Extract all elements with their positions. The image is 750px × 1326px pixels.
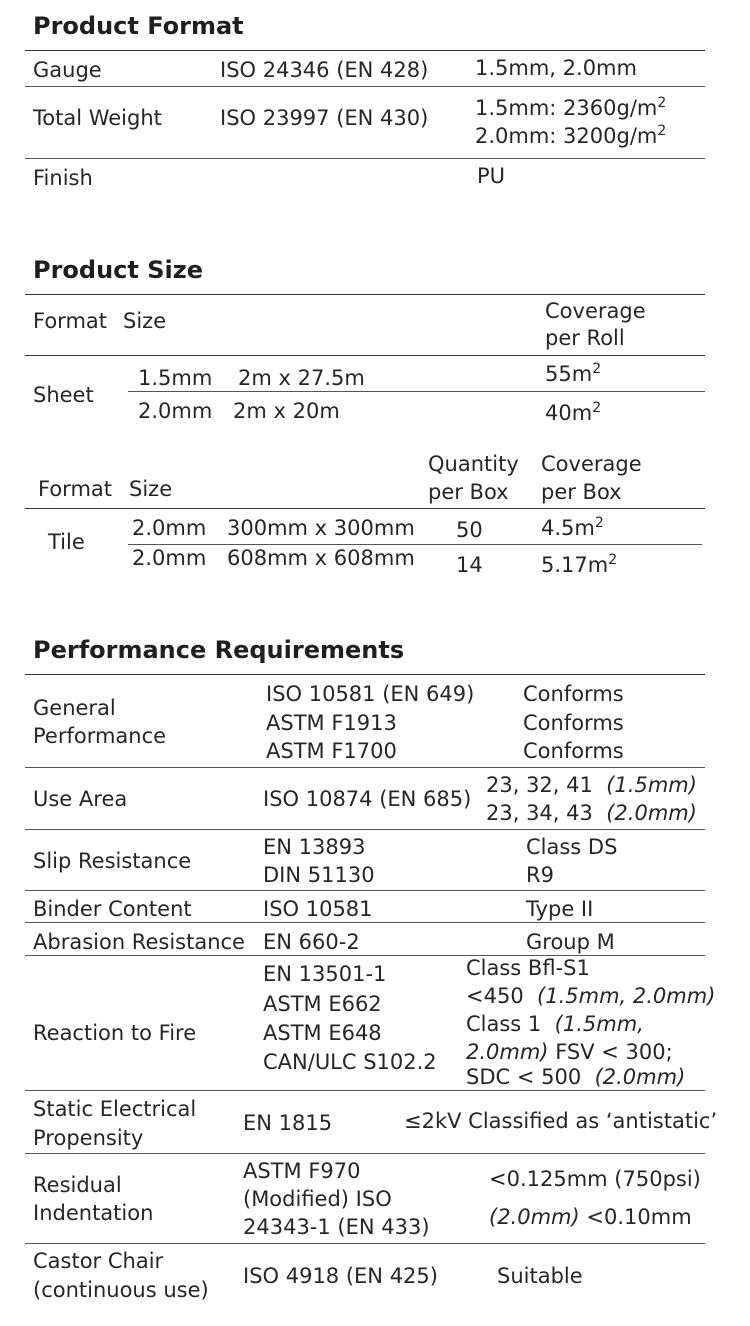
gauge-value: 1.5mm, 2.0mm — [475, 56, 637, 80]
tile-coverage-2: $5.17m^2$ — [541, 552, 618, 577]
finish-label: Finish — [33, 166, 93, 190]
divider — [25, 829, 705, 830]
tile-header-quantity-2: per Box — [428, 480, 509, 504]
divider — [25, 158, 705, 159]
use-area-result-1: 23, 32, 41 (1.5mm) — [486, 773, 697, 797]
castor-standard: ISO 4918 (EN 425) — [243, 1264, 438, 1288]
divider — [25, 1243, 705, 1244]
general-standard-2: ASTM F1913 — [266, 711, 397, 735]
divider — [128, 544, 702, 545]
fire-result-1: Class Bfl-S1 — [466, 956, 590, 980]
abrasion-result: Group M — [526, 930, 615, 954]
weight-standard: ISO 23997 (EN 430) — [220, 106, 429, 130]
static-label: Static Electrical — [33, 1097, 197, 1121]
divider — [25, 508, 705, 509]
fire-result-3: Class 1 (1.5mm, — [466, 1012, 644, 1036]
divider — [25, 1153, 705, 1154]
sheet-format: Sheet — [33, 383, 94, 407]
general-standard-1: ISO 10581 (EN 649) — [266, 682, 475, 706]
residual-standard-2: (Modified) ISO — [243, 1187, 392, 1211]
castor-label-2: (continuous use) — [33, 1278, 209, 1302]
residual-label-2: Indentation — [33, 1201, 154, 1225]
tile-size-2: 608mm x 608mm — [227, 546, 415, 570]
tile-quantity-1: 50 — [456, 518, 483, 542]
sheet-gauge-1: 1.5mm — [138, 366, 213, 390]
fire-standard-4: CAN/ULC S102.2 — [263, 1050, 437, 1074]
binder-label: Binder Content — [33, 897, 192, 921]
sheet-gauge-2: 2.0mm — [138, 399, 213, 423]
castor-result: Suitable — [497, 1264, 583, 1288]
divider — [25, 50, 705, 51]
abrasion-standard: EN 660-2 — [263, 930, 360, 954]
weight-value-2: 2.0mm: $3200g/m^2$ — [475, 123, 667, 148]
tile-coverage-1: $4.5m^2$ — [541, 515, 604, 540]
divider — [25, 890, 705, 891]
tile-header-coverage: Coverage — [541, 452, 642, 476]
general-result-3: Conforms — [523, 739, 624, 763]
use-area-label: Use Area — [33, 787, 128, 811]
sheet-header-format: Format — [33, 309, 108, 333]
divider — [25, 955, 705, 956]
fire-standard-3: ASTM E648 — [263, 1021, 382, 1045]
divider — [25, 674, 705, 675]
general-label: General — [33, 696, 116, 720]
gauge-standard: ISO 24346 (EN 428) — [220, 58, 429, 82]
tile-quantity-2: 14 — [456, 553, 483, 577]
divider — [25, 1090, 705, 1091]
sheet-size-2: 2m x 20m — [233, 399, 340, 423]
static-label-2: Propensity — [33, 1126, 144, 1150]
general-result-2: Conforms — [523, 711, 624, 735]
sheet-coverage-2: $40m^2$ — [545, 400, 602, 425]
general-standard-3: ASTM F1700 — [266, 739, 397, 763]
product-size-heading: Product Size — [33, 256, 203, 284]
sheet-header-size: Size — [123, 309, 167, 333]
sheet-size-1: 2m x 27.5m — [238, 366, 365, 390]
tile-header-size: Size — [129, 477, 173, 501]
weight-value-1: 1.5mm: $2360g/m^2$ — [475, 95, 667, 120]
fire-result-4: 2.0mm) FSV < 300; — [466, 1040, 673, 1064]
product-format-heading: Product Format — [33, 12, 244, 40]
use-area-standard: ISO 10874 (EN 685) — [263, 787, 472, 811]
residual-standard-1: ASTM F970 — [243, 1159, 361, 1183]
sheet-header-coverage-2: per Roll — [545, 326, 625, 350]
tile-size-1: 300mm x 300mm — [227, 516, 415, 540]
static-standard: EN 1815 — [243, 1111, 333, 1135]
tile-header-format: Format — [38, 477, 113, 501]
sheet-header-coverage: Coverage — [545, 299, 646, 323]
divider — [25, 922, 705, 923]
tile-format: Tile — [48, 530, 85, 554]
divider — [25, 355, 705, 356]
fire-standard-1: EN 13501-1 — [263, 962, 387, 986]
general-result-1: Conforms — [523, 682, 624, 706]
residual-standard-3: 24343-1 (EN 433) — [243, 1215, 430, 1239]
fire-result-2: <450 (1.5mm, 2.0mm) — [466, 984, 716, 1008]
use-area-result-2: 23, 34, 43 (2.0mm) — [486, 801, 697, 825]
performance-heading: Performance Requirements — [33, 636, 405, 664]
binder-standard: ISO 10581 — [263, 897, 373, 921]
residual-result-1: <0.125mm (750psi) — [489, 1167, 701, 1191]
tile-header-quantity: Quantity — [428, 452, 519, 476]
fire-result-5: SDC < 500 (2.0mm) — [466, 1065, 686, 1089]
tile-gauge-1: 2.0mm — [132, 516, 207, 540]
general-label-2: Performance — [33, 724, 167, 748]
divider — [25, 767, 705, 768]
weight-label: Total Weight — [33, 106, 162, 130]
slip-result-1: Class DS — [526, 835, 618, 859]
residual-label: Residual — [33, 1173, 122, 1197]
castor-label: Castor Chair — [33, 1249, 164, 1273]
abrasion-label: Abrasion Resistance — [33, 930, 245, 954]
divider — [25, 86, 705, 87]
static-result: ≤2kV Classified as ‘antistatic’ — [404, 1109, 718, 1133]
tile-gauge-2: 2.0mm — [132, 546, 207, 570]
finish-value: PU — [477, 164, 506, 188]
residual-result-2: (2.0mm) <0.10mm — [489, 1205, 692, 1229]
sheet-coverage-1: $55m^2$ — [545, 361, 602, 386]
gauge-label: Gauge — [33, 58, 102, 82]
slip-standard-1: EN 13893 — [263, 835, 366, 859]
fire-standard-2: ASTM E662 — [263, 992, 382, 1016]
divider — [128, 391, 705, 392]
binder-result: Type II — [526, 897, 594, 921]
slip-result-2: R9 — [526, 863, 554, 887]
slip-label: Slip Resistance — [33, 849, 192, 873]
tile-header-coverage-2: per Box — [541, 480, 622, 504]
divider — [25, 294, 705, 295]
fire-label: Reaction to Fire — [33, 1021, 197, 1045]
slip-standard-2: DIN 51130 — [263, 863, 375, 887]
